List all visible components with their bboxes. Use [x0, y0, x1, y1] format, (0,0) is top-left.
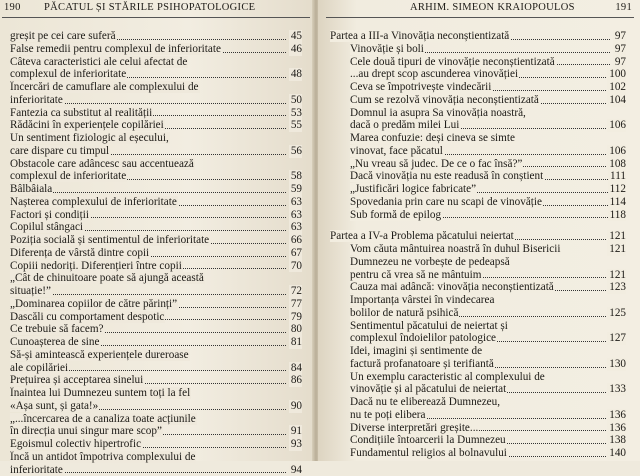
- toc-entry: [10, 158, 302, 171]
- toc-entry-title: Încercări de camuflare ale complexului de: [10, 81, 200, 93]
- toc-entry-title: complexul de inferioritate: [10, 68, 127, 80]
- toc-entry: [330, 371, 626, 384]
- toc-entry: [330, 209, 626, 222]
- toc-entry-page: 50: [289, 94, 302, 107]
- toc-entry-title: pentru că vrea să ne mântuim: [350, 269, 482, 281]
- toc-entry-page: 121: [607, 230, 626, 243]
- toc-entry-title: Cum se rezolvă vinovăția neconștientizată: [350, 94, 540, 106]
- toc-entry-page: 130: [607, 358, 626, 371]
- toc-entry-title: Bâlbâiala: [10, 183, 53, 195]
- toc-entry-page: 90: [289, 400, 302, 413]
- toc-entry-page: 93: [289, 438, 302, 451]
- toc-entry: [330, 81, 626, 94]
- section-gap: [330, 221, 626, 230]
- toc-entry-page: 111: [608, 170, 626, 183]
- toc-entry: [330, 256, 626, 269]
- toc-entry-page: 77: [289, 298, 302, 311]
- toc-entry-title: inferioritate: [10, 94, 64, 106]
- toc-entry-page: 121: [607, 243, 626, 256]
- toc-entry-title: Cunoașterea de sine: [10, 336, 100, 348]
- toc-entry-title: ale copilăriei: [10, 362, 69, 374]
- toc-entry-page: 53: [289, 107, 302, 120]
- toc-entry-title: inferioritate: [10, 464, 64, 476]
- toc-entry-page: 106: [607, 145, 626, 158]
- toc-entry: [330, 145, 626, 158]
- right-page: [318, 0, 640, 461]
- toc-entry-page: 136: [607, 409, 626, 422]
- toc-entry: [330, 294, 626, 307]
- toc-entry-page: 97: [613, 30, 626, 43]
- toc-entry-title: Înaintea lui Dumnezeu suntem toți la fel: [10, 387, 191, 399]
- toc-entry-page: 67: [289, 247, 302, 260]
- toc-entry: [10, 145, 302, 158]
- toc-entry: [330, 422, 626, 435]
- toc-entry-page: 102: [607, 81, 626, 94]
- toc-entry: [330, 56, 626, 69]
- toc-entry: [10, 221, 302, 234]
- toc-entry-title: „Cât de chinuitoare poate să ajungă această: [10, 272, 205, 284]
- toc-entry: [330, 345, 626, 358]
- toc-entry: [10, 30, 302, 43]
- toc-entry-title: complexul îndoielilor patologice: [350, 332, 497, 344]
- left-page: [0, 0, 316, 461]
- toc-entry-page: 133: [607, 383, 626, 396]
- toc-entry: [10, 451, 302, 464]
- toc-entry-title: Diferența de vârstă dintre copii: [10, 247, 150, 259]
- toc-entry: [10, 56, 302, 69]
- toc-entry-title: Un sentiment fiziologic al eșecului,: [10, 132, 170, 144]
- toc-entry-title: greșit pe cei care suferă: [10, 30, 117, 42]
- toc-entry-page: 97: [613, 56, 626, 69]
- toc-entry: [330, 158, 626, 171]
- toc-entry-page: 91: [289, 425, 302, 438]
- toc-entry: [10, 183, 302, 196]
- toc-entry: [10, 94, 302, 107]
- toc-entry-page: 94: [289, 464, 302, 476]
- toc-entry: [10, 285, 302, 298]
- toc-entry: [330, 307, 626, 320]
- toc-entry: [10, 43, 302, 56]
- toc-entry: [10, 81, 302, 94]
- toc-entry: [330, 196, 626, 209]
- toc-entry-title: factură profanatoare și terifiantă: [350, 358, 495, 370]
- toc-entry-title: Sub formă de epilog: [350, 209, 442, 221]
- toc-entry-page: 55: [289, 119, 302, 132]
- toc-entry-page: 136: [607, 422, 626, 435]
- toc-entry-page: 63: [289, 221, 302, 234]
- toc-entry: [10, 387, 302, 400]
- toc-entry-page: 46: [289, 43, 302, 56]
- toc-entry-page: 45: [289, 30, 302, 43]
- toc-entry: [10, 311, 302, 324]
- toc-entry: [10, 349, 302, 362]
- toc-entry: [10, 425, 302, 438]
- toc-entry-page: 48: [289, 68, 302, 81]
- toc-entry: [10, 374, 302, 387]
- toc-entry: [330, 183, 626, 196]
- toc-entry: [10, 107, 302, 120]
- right-header-rule: [326, 17, 634, 18]
- toc-entry-page: 63: [289, 196, 302, 209]
- toc-entry-page: 97: [613, 43, 626, 56]
- toc-entry-page: 121: [607, 269, 626, 282]
- toc-entry-title: Partea a IV-a Problema păcatului neiertat: [330, 230, 515, 242]
- toc-entry: [330, 43, 626, 56]
- toc-entry-title: Dumnezeu ne vorbește de pedeapsă: [350, 256, 511, 268]
- toc-entry-title: Câteva caracteristici ale celui afectat de: [10, 56, 188, 68]
- toc-entry: [330, 94, 626, 107]
- toc-entry-title: Diverse interpretări greșite...: [350, 422, 479, 434]
- toc-entry: [330, 358, 626, 371]
- toc-entry-page: 79: [289, 311, 302, 324]
- toc-entry: [330, 320, 626, 333]
- toc-entry: [330, 396, 626, 409]
- toc-entry: [330, 269, 626, 282]
- toc-entry: [330, 409, 626, 422]
- toc-entry-page: 86: [289, 374, 302, 387]
- toc-entry-page: 80: [289, 323, 302, 336]
- toc-entry: [330, 68, 626, 81]
- toc-entry-page: 106: [607, 119, 626, 132]
- toc-entry: [330, 243, 626, 256]
- toc-entry-title: Să-și amintească experiențele dureroase: [10, 349, 190, 361]
- toc-entry-title: Copilul stângaci: [10, 221, 84, 233]
- toc-entry: [10, 209, 302, 222]
- right-toc-list: [330, 30, 626, 460]
- toc-entry-page: 72: [289, 285, 302, 298]
- toc-entry: [10, 272, 302, 285]
- toc-entry: [330, 170, 626, 183]
- toc-entry-page: 84: [289, 362, 302, 375]
- toc-entry: [330, 434, 626, 447]
- toc-entry: [330, 281, 626, 294]
- toc-entry-title: „Dominarea copiilor de către părinți”: [10, 298, 178, 310]
- toc-entry: [10, 132, 302, 145]
- toc-entry-page: 114: [608, 196, 626, 209]
- toc-entry-page: 58: [289, 170, 302, 183]
- toc-entry: [10, 323, 302, 336]
- toc-entry-title: Cele două tipuri de vinovăție neconștientizată: [350, 56, 556, 68]
- toc-entry-title: Egoismul colectiv hipertrofic: [10, 438, 142, 450]
- toc-entry-title: Domnul ia asupra Sa vinovăția noastră,: [350, 107, 527, 119]
- toc-entry-title: Ce trebuie să facem?: [10, 323, 105, 335]
- toc-entry-title: Rădăcini în experiențele copilăriei: [10, 119, 165, 131]
- toc-entry-page: 81: [289, 336, 302, 349]
- toc-entry-title: situație!”: [10, 285, 52, 297]
- toc-entry-title: Spovedania prin care nu scapi de vinovăție: [350, 196, 543, 208]
- toc-entry: [330, 30, 626, 43]
- toc-entry: [10, 438, 302, 451]
- toc-entry-title: Obstacole care adâncesc sau accentuează: [10, 158, 195, 170]
- toc-entry-title: Ceva se împotrivește vindecării: [350, 81, 492, 93]
- toc-entry: [10, 196, 302, 209]
- toc-entry-page: 108: [607, 158, 626, 171]
- toc-entry-page: 140: [607, 447, 626, 460]
- toc-entry-title: care dispare cu timpul: [10, 145, 110, 157]
- toc-entry-title: vinovăție și al păcatului de neiertat: [350, 383, 507, 395]
- toc-entry-title: Nașterea complexului de inferioritate: [10, 196, 178, 208]
- toc-entry-title: Cauza mai adâncă: vinovăția neconștientizată: [350, 281, 555, 293]
- toc-entry-page: 100: [607, 68, 626, 81]
- toc-entry: [330, 447, 626, 460]
- toc-entry-title: Marea confuzie: deși cineva se simte: [350, 132, 516, 144]
- toc-entry-page: 112: [608, 183, 626, 196]
- toc-entry: [330, 230, 626, 243]
- toc-entry: [10, 336, 302, 349]
- toc-entry-title: complexul de inferioritate: [10, 170, 127, 182]
- toc-entry-page: 138: [607, 434, 626, 447]
- toc-entry-title: Dacă vinovăția nu este readusă în conștient: [350, 170, 544, 182]
- toc-entry-title: Poziția socială și sentimentul de inferioritate: [10, 234, 210, 246]
- toc-entry-title: nu te poți elibera: [350, 409, 427, 421]
- toc-entry-title: bolilor de natură psihică: [350, 307, 459, 319]
- left-page-number: 190: [4, 2, 21, 13]
- toc-entry-title: „Justificări logice fabricate”: [350, 183, 477, 195]
- toc-entry: [10, 413, 302, 426]
- toc-entry-page: 63: [289, 209, 302, 222]
- toc-entry: [10, 170, 302, 183]
- toc-entry-title: dacă o predăm milei Lui: [350, 119, 460, 131]
- left-toc-list: [10, 30, 302, 476]
- toc-entry-title: Încă un antidot împotriva complexului de: [10, 451, 196, 463]
- toc-entry-title: Partea a III-a Vinovăția neconștientizată: [330, 30, 510, 42]
- toc-entry-title: False remedii pentru complexul de inferioritate: [10, 43, 222, 55]
- toc-entry-page: 104: [607, 94, 626, 107]
- toc-entry-page: 66: [289, 234, 302, 247]
- toc-entry-title: Idei, imagini și sentimente de: [350, 345, 483, 357]
- left-header-rule: [2, 17, 310, 18]
- toc-entry-title: Vom căuta mântuirea noastră în duhul Bisericii: [350, 243, 561, 255]
- toc-entry: [10, 464, 302, 476]
- toc-entry-title: Importanța vârstei în vindecarea: [350, 294, 495, 306]
- toc-entry: [10, 260, 302, 273]
- toc-entry-title: vinovat, face păcatul: [350, 145, 444, 157]
- toc-entry: [330, 132, 626, 145]
- toc-entry-title: Dacă nu te eliberează Dumnezeu,: [350, 396, 501, 408]
- toc-entry-title: Un exemplu caracteristic al complexului de: [350, 371, 546, 383]
- toc-entry-title: Dascăli cu comportament despotic: [10, 311, 165, 323]
- toc-entry-title: ...au drept scop ascunderea vinovăției: [350, 68, 519, 80]
- toc-entry-page: 70: [289, 260, 302, 273]
- toc-entry: [10, 362, 302, 375]
- toc-entry-page: 123: [607, 281, 626, 294]
- right-page-number: 191: [615, 2, 632, 13]
- left-running-head: PĂCATUL ȘI STĂRILE PSIHOPATOLOGICE: [44, 2, 255, 13]
- toc-entry-title: „Nu vreau să judec. De ce o fac însă?”: [350, 158, 523, 170]
- toc-entry-title: Vinovăție și boli: [350, 43, 425, 55]
- toc-entry-title: Factori și condiții: [10, 209, 90, 221]
- toc-entry: [10, 68, 302, 81]
- toc-entry-title: Sentimentul păcatului de neiertat și: [350, 320, 509, 332]
- toc-entry: [330, 383, 626, 396]
- toc-entry-page: 118: [608, 209, 626, 222]
- toc-entry-title: Prețuirea și acceptarea sinelui: [10, 374, 144, 386]
- toc-entry: [330, 332, 626, 345]
- toc-entry-page: 56: [289, 145, 302, 158]
- toc-entry-title: «Așa sunt, și gata!»: [10, 400, 99, 412]
- toc-entry-title: Fundamentul religios al bolnavului: [350, 447, 508, 459]
- toc-entry: [330, 119, 626, 132]
- toc-entry: [330, 107, 626, 120]
- toc-entry: [10, 234, 302, 247]
- toc-entry-title: „...încercarea de a canaliza toate acțiunile: [10, 413, 197, 425]
- toc-entry-title: Condițiile întoarcerii la Dumnezeu: [350, 434, 507, 446]
- toc-entry-title: în direcția unui singur mare scop”: [10, 425, 163, 437]
- toc-entry: [10, 298, 302, 311]
- toc-entry: [10, 119, 302, 132]
- toc-entry-title: Copiii nedoriți. Diferențieri între copii: [10, 260, 183, 272]
- toc-entry: [10, 400, 302, 413]
- toc-entry: [10, 247, 302, 260]
- toc-entry-page: 59: [289, 183, 302, 196]
- toc-entry-page: 127: [607, 332, 626, 345]
- right-running-head: ARHIM. SIMEON KRAIOPOULOS: [410, 2, 575, 13]
- toc-entry-page: 125: [607, 307, 626, 320]
- toc-entry-title: Fantezia ca substitut al realității: [10, 107, 153, 119]
